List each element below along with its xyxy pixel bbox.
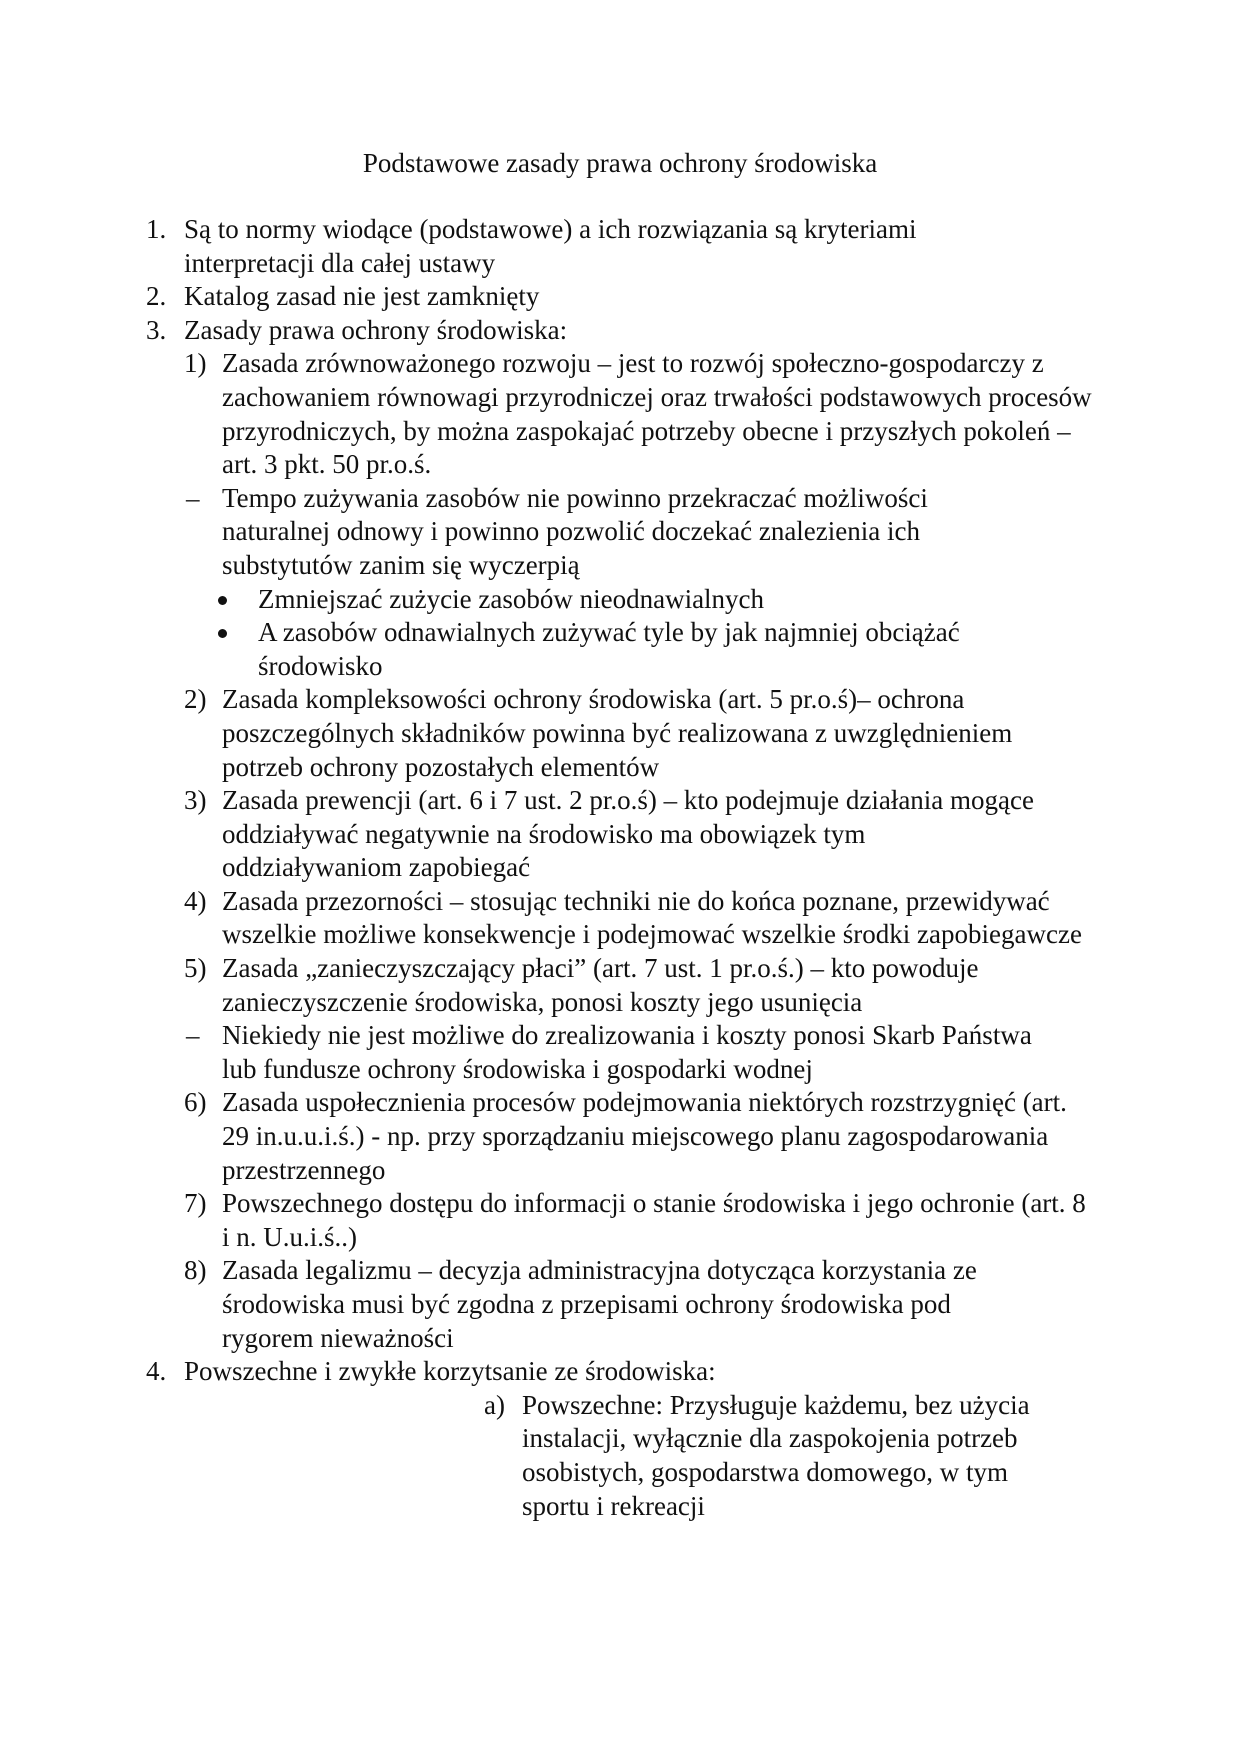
item-letter: a)	[484, 1389, 505, 1420]
item-text: Katalog zasad nie jest zamknięty	[184, 281, 540, 312]
bullet-item	[0, 583, 1240, 617]
sub-item-8	[0, 1254, 1240, 1355]
sub-item-4	[0, 885, 1240, 952]
item-number: 6)	[184, 1087, 207, 1118]
dash-marker: –	[186, 1020, 200, 1051]
sub-item-3	[0, 784, 1240, 885]
item-number: 4)	[184, 885, 207, 916]
item-text: Zasada prewencji (art. 6 i 7 ust. 2 pr.o.ś) – kto podejmuje działania mogące oddziaływać negatywnie na środowisko ma obowiązek tym oddziaływaniom zapobiegać	[222, 785, 1034, 883]
page-title: Podstawowe zasady prawa ochrony środowiska	[362, 148, 878, 178]
item-number: 4.	[146, 1356, 167, 1387]
item-text: Zasada kompleksowości ochrony środowiska (art. 5 pr.o.ś)– ochrona poszczególnych składników powinna być realizowana z uwzględnieniem potrzeb ochrony pozostałych elementów	[222, 684, 1013, 782]
item-text: Powszechnego dostępu do informacji o stanie środowiska i jego ochronie (art. 8 i n. U.u.i.ś..)	[222, 1188, 1086, 1252]
item-number: 1.	[146, 214, 167, 244]
item-text: Zmniejszać zużycie zasobów nieodnawialnych	[258, 583, 765, 614]
list-item-2	[0, 280, 1240, 314]
sub-item-5	[0, 952, 1240, 1019]
item-number: 1)	[184, 348, 207, 379]
item-number: 2.	[146, 281, 167, 312]
dash-marker: –	[186, 482, 200, 513]
item-text: Zasada przezorności – stosując techniki nie do końca poznane, przewidywać wszelkie możliwe konsekwencje i podejmować wszelkie środki zapobiegawcze	[222, 885, 1082, 950]
item-text: Zasada legalizmu – decyzja administracyjna dotycząca korzystania ze środowiska musi być zgodna z przepisami ochrony środowiska pod rygorem nieważności	[222, 1255, 977, 1353]
sub-item-a	[0, 1389, 1240, 1523]
item-number: 2)	[184, 684, 207, 715]
item-number: 3.	[146, 314, 167, 345]
item-number: 5)	[184, 953, 207, 984]
list-item-3	[0, 314, 1240, 348]
sub-item-7	[0, 1187, 1240, 1254]
item-text: Zasady prawa ochrony środowiska:	[184, 314, 568, 345]
sub-item-6	[0, 1086, 1240, 1187]
item-text: Zasada „zanieczyszczający płaci” (art. 7 ust. 1 pr.o.ś.) – kto powoduje zanieczyszczenie środowiska, ponosi koszty jego usunięcia	[222, 953, 979, 1017]
document-body	[0, 213, 1240, 1523]
item-text: Powszechne i zwykłe korzytsanie ze środowiska:	[184, 1356, 716, 1387]
item-text: Tempo zużywania zasobów nie powinno przekraczać możliwości naturalnej odnowy i powinno pozwolić doczekać znalezienia ich substytutów zanim się wyczerpią	[222, 482, 928, 580]
item-number: 8)	[184, 1255, 207, 1286]
dash-item	[0, 1019, 1240, 1086]
item-text: Są to normy wiodące (podstawowe) a ich rozwiązania są kryteriami interpretacji dla całej ustawy	[184, 214, 917, 278]
bullet-icon	[218, 616, 227, 650]
list-item-1	[0, 213, 1240, 280]
sub-item-1	[0, 347, 1240, 481]
item-text: Zasada uspołecznienia procesów podejmowania niektórych rozstrzygnięć (art. 29 in.u.u.i.ś.) - np. przy sporządzaniu miejscowego planu zagospodarowania przestrzennego	[222, 1087, 1067, 1185]
item-number: 3)	[184, 785, 207, 816]
item-number: 7)	[184, 1188, 207, 1219]
bullet-item	[0, 616, 1240, 683]
sub-item-2	[0, 683, 1240, 784]
item-text: Zasada zrównoważonego rozwoju – jest to rozwój społeczno-gospodarczy z zachowaniem równowagi przyrodniczej oraz trwałości podstawowych procesów przyrodniczych, by można zaspokajać potrzeby obecne i przyszłych pokoleń – art. 3 pkt. 50 pr.o.ś.	[222, 348, 1092, 480]
list-item-4	[0, 1355, 1240, 1389]
item-text: Niekiedy nie jest możliwe do zrealizowania i koszty ponosi Skarb Państwa lub fundusze ochrony środowiska i gospodarki wodnej	[222, 1020, 1032, 1084]
item-text: A zasobów odnawialnych zużywać tyle by jak najmniej obciążać środowisko	[258, 617, 960, 681]
dash-item	[0, 482, 1240, 583]
bullet-icon	[218, 583, 227, 617]
item-text: Powszechne: Przysługuje każdemu, bez użycia instalacji, wyłącznie dla zaspokojenia potrzeb osobistych, gospodarstwa domowego, w tym sportu i rekreacji	[522, 1389, 1030, 1521]
